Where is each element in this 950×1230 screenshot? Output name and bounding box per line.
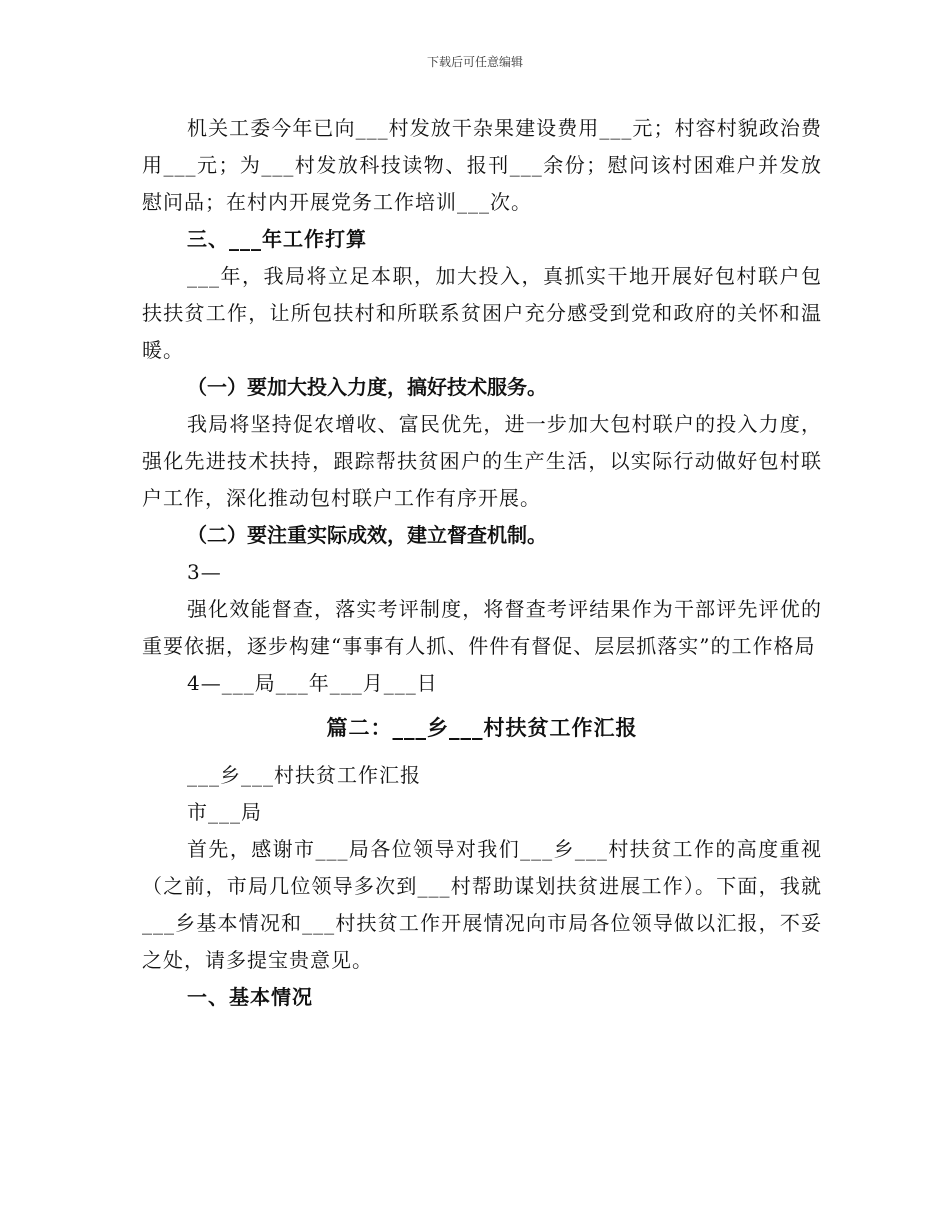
paragraph-report-title: ___乡___村扶贫工作汇报 (187, 763, 421, 787)
paragraph-signature-date: 4—___局___年___月___日 (187, 671, 438, 695)
document-body (142, 110, 822, 1016)
paragraph-addressee: 市___局 (187, 800, 262, 824)
paragraph-supervision-detail: 强化效能督查，落实考评制度，将督查考评结果作为干部评先评优的重要依据，逐步构建“事事有人抓、件件有督促、层层抓落实”的工作格局 (142, 597, 822, 658)
subheading-supervision: （二）要注重实际成效，建立督查机制。 (187, 523, 547, 547)
paragraph-investment-detail: 我局将坚持促农增收、富民优先，进一步加大包村联户的投入力度，强化先进技术扶持，跟踪帮扶贫困户的生产生活，以实际行动做好包村联户工作，深化推动包村联户工作有序开展。 (142, 412, 822, 510)
section-heading-work-plan: 三、___年工作打算 (187, 227, 367, 251)
paragraph-opening-thanks: 首先，感谢市___局各位领导对我们___乡___村扶贫工作的高度重视（之前，市局几位领导多次到___村帮助谋划扶贫进展工作）。下面，我就___乡基本情况和___村扶贫工作开展情况向市局各位领导做以汇报，不妥之处，请多提宝贵意见。 (142, 837, 822, 972)
article-title-2: 篇二：___乡___村扶贫工作汇报 (326, 716, 638, 740)
paragraph-marker-3: 3— (187, 560, 222, 584)
section-heading-basic-info: 一、基本情况 (187, 985, 313, 1009)
subheading-increase-investment: （一）要加大投入力度，搞好技术服务。 (187, 375, 547, 399)
paragraph-plan-intro: ___年，我局将立足本职，加大投入，真抓实干地开展好包村联户包扶扶贫工作，让所包扶村和所联系贫困户充分感受到党和政府的关怀和温暖。 (142, 264, 822, 362)
page-header-note: 下载后可任意编辑 (426, 55, 523, 69)
paragraph-funding-summary: 机关工委今年已向___村发放干杂果建设费用___元；村容村貌政治费用___元；为___村发放科技读物、报刊___余份；慰问该村困难户并发放慰问品；在村内开展党务工作培训___次。 (142, 116, 822, 214)
